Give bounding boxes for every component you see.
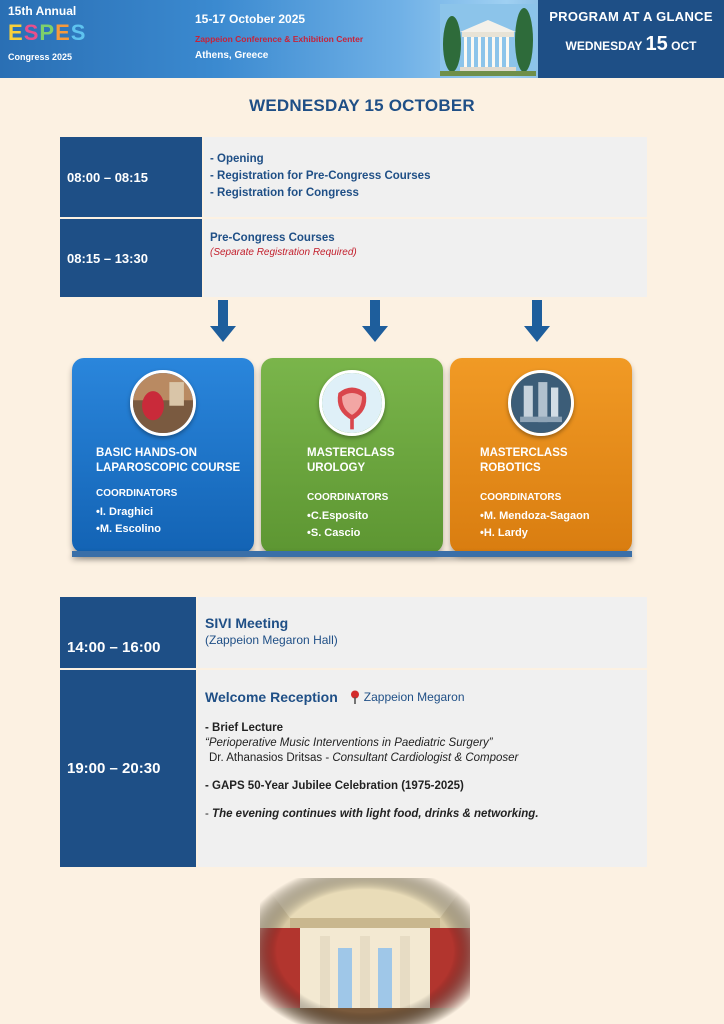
arrow-down-icon xyxy=(524,300,550,342)
lecture-label: - Brief Lecture xyxy=(205,722,283,734)
session-item: - Registration for Congress xyxy=(210,187,359,200)
content-cell xyxy=(198,597,647,668)
arrow-down-icon xyxy=(210,300,236,342)
session-title: Pre-Congress Courses xyxy=(210,232,335,244)
course-title: BASIC HANDS-ON LAPAROSCOPIC COURSE xyxy=(96,447,241,474)
header-banner xyxy=(0,0,724,78)
glance-title: PROGRAM AT A GLANCE xyxy=(549,9,713,24)
coordinators-label: COORDINATORS xyxy=(480,492,562,503)
closing-item: - The evening continues with light food, drinks & networking. xyxy=(205,808,539,820)
schedule-row-sivi xyxy=(60,597,647,668)
session-title: SIVI Meeting xyxy=(205,615,289,631)
lecture-title: “Perioperative Music Interventions in Paediatric Surgery” xyxy=(205,737,493,749)
course-title: MASTERCLASS ROBOTICS xyxy=(480,447,568,474)
event-city: Athens, Greece xyxy=(195,50,269,61)
schedule-row-opening xyxy=(60,137,647,217)
session-location: Zappeion Megaron xyxy=(363,690,465,704)
map-pin-icon xyxy=(350,690,360,704)
event-info xyxy=(195,12,415,61)
course-card-laparoscopic xyxy=(72,358,254,553)
logo-congress: Congress 2025 xyxy=(8,52,73,62)
coordinator-names: •M. Mendoza-Sagaon •H. Lardy xyxy=(480,510,590,540)
registration-note: (Separate Registration Required) xyxy=(210,247,357,258)
urology-photo xyxy=(319,370,385,436)
arrow-down-icon xyxy=(362,300,388,342)
session-item: - Opening xyxy=(210,153,264,165)
schedule-row-welcome xyxy=(60,670,647,867)
coordinator-names: •I. Draghici •M. Escolino xyxy=(96,506,161,536)
time-cell: 19:00 – 20:30 xyxy=(60,670,196,867)
session-location: (Zappeion Megaron Hall) xyxy=(205,633,338,647)
time-cell: 08:15 – 13:30 xyxy=(60,219,202,297)
time-cell: 14:00 – 16:00 xyxy=(60,597,196,668)
course-card-urology xyxy=(261,358,443,553)
session-title: Welcome Reception xyxy=(205,689,338,705)
cards-shelf xyxy=(72,551,632,557)
lecture-speaker: Dr. Athanasios Dritsas - Consultant Cardiologist & Composer xyxy=(209,752,519,764)
content-cell xyxy=(198,670,647,867)
program-at-a-glance-box xyxy=(538,0,724,78)
coordinator-names: •C.Esposito •S. Cascio xyxy=(307,510,369,540)
content-cell xyxy=(204,137,647,217)
content-cell xyxy=(204,219,647,297)
course-title: MASTERCLASS UROLOGY xyxy=(307,447,395,474)
welcome-header xyxy=(205,689,640,705)
time-cell: 08:00 – 08:15 xyxy=(60,137,202,217)
jubilee-item: - GAPS 50-Year Jubilee Celebration (1975-2025) xyxy=(205,780,464,792)
event-dates: 15-17 October 2025 xyxy=(195,12,306,26)
session-item: - Registration for Pre-Congress Courses xyxy=(210,170,431,183)
schedule-row-pre-congress xyxy=(60,219,647,297)
event-venue: Zappeion Conference & Exhibition Center xyxy=(195,34,364,44)
congress-logo xyxy=(8,4,98,74)
robotics-photo xyxy=(508,370,574,436)
coordinators-label: COORDINATORS xyxy=(96,488,178,499)
megaron-hall-photo xyxy=(260,878,470,1024)
laparoscopic-photo xyxy=(130,370,196,436)
logo-espes: ESPES xyxy=(8,20,87,45)
course-card-robotics xyxy=(450,358,632,553)
coordinators-label: COORDINATORS xyxy=(307,492,389,503)
day-title: WEDNESDAY 15 OCTOBER xyxy=(249,96,475,115)
zappeion-building-image xyxy=(440,4,536,76)
logo-annual: 15th Annual xyxy=(8,4,77,18)
glance-day: WEDNESDAY 15 OCT xyxy=(565,33,697,55)
